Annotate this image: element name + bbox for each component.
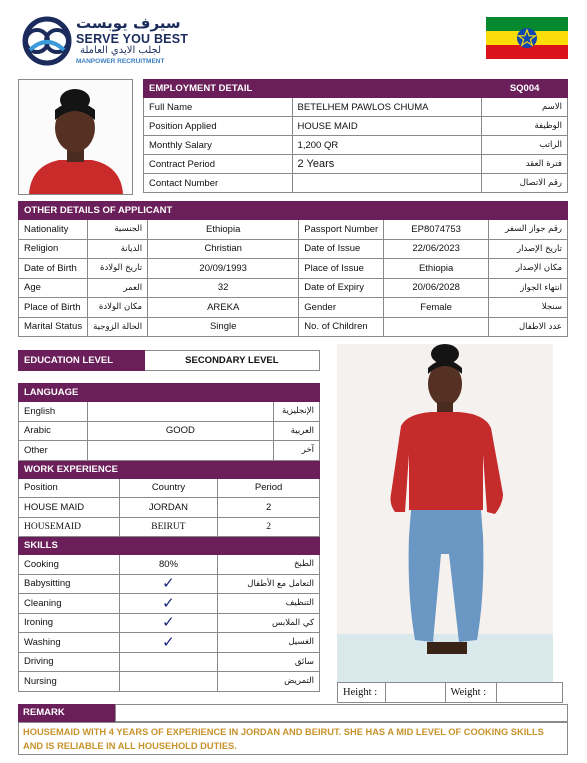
table-row xyxy=(19,421,320,441)
employment-detail-title: EMPLOYMENT DETAIL xyxy=(144,80,482,98)
language-label: English xyxy=(19,402,88,422)
skills-panel-table xyxy=(18,383,320,692)
work-country: BEIRUT xyxy=(119,517,218,537)
passport-number-value: EP8074753 xyxy=(384,220,489,240)
checkmark-icon: ✓ xyxy=(162,593,175,612)
ethiopia-flag-icon xyxy=(486,17,568,59)
employment-detail-table xyxy=(143,79,568,193)
field-label-arabic: فترة العقد xyxy=(482,155,568,174)
language-level xyxy=(87,441,273,461)
table-row xyxy=(144,136,568,155)
table-row xyxy=(19,574,320,594)
skill-level: 80% xyxy=(119,555,218,575)
checkmark-icon: ✓ xyxy=(162,574,175,593)
table-row xyxy=(19,517,320,537)
field-label: Contract Period xyxy=(144,155,293,174)
field-label-arabic: مكان الإصدار xyxy=(489,259,568,279)
table-row xyxy=(19,278,568,298)
field-label: Date of Expiry xyxy=(299,278,384,298)
field-label-arabic: العمر xyxy=(88,278,148,298)
language-label-arabic: العربية xyxy=(273,421,319,441)
applicant-photo-full xyxy=(337,344,553,682)
language-level: GOOD xyxy=(87,421,273,441)
table-row xyxy=(19,441,320,461)
skill-label: Washing xyxy=(19,633,120,653)
children-count-value xyxy=(384,317,489,337)
language-title: LANGUAGE xyxy=(19,384,320,402)
work-period: 2 xyxy=(218,517,320,537)
skill-label-arabic: سائق xyxy=(218,652,320,672)
work-position: HOUSEMAID xyxy=(19,517,120,537)
logo-tagline: MANPOWER RECRUITMENT xyxy=(76,58,165,65)
field-label-arabic: الجنسية xyxy=(88,220,148,240)
field-label: Nationality xyxy=(19,220,88,240)
table-row xyxy=(19,298,568,318)
skill-label: Cooking xyxy=(19,555,120,575)
checkmark-icon: ✓ xyxy=(162,632,175,651)
field-label: Religion xyxy=(19,239,88,259)
column-header: Position xyxy=(19,478,120,498)
measurements-table xyxy=(337,682,563,703)
date-of-issue-value: 22/06/2023 xyxy=(384,239,489,259)
field-label-arabic: رقم الاتصال xyxy=(482,174,568,193)
company-logo xyxy=(20,14,210,68)
field-label-arabic: رقم جواز السفر xyxy=(489,220,568,240)
work-period: 2 xyxy=(218,498,320,518)
work-country: JORDAN xyxy=(119,498,218,518)
field-label-arabic: سنجلا xyxy=(489,298,568,318)
weight-label: Weight : xyxy=(445,683,497,703)
place-of-birth-value: AREKA xyxy=(148,298,299,318)
field-label-arabic: مكان الولادة xyxy=(88,298,148,318)
gender-value: Female xyxy=(384,298,489,318)
field-label: Date of Issue xyxy=(299,239,384,259)
logo-name: SERVE YOU BEST xyxy=(76,32,189,46)
table-row xyxy=(19,220,568,240)
table-row xyxy=(144,98,568,117)
religion-value: Christian xyxy=(148,239,299,259)
skill-label-arabic: التنظيف xyxy=(218,594,320,614)
table-row xyxy=(19,594,320,614)
table-row xyxy=(19,498,320,518)
table-row xyxy=(19,652,320,672)
nationality-value: Ethiopia xyxy=(148,220,299,240)
salary-value: 1,200 QR xyxy=(292,136,482,155)
remark-text: HOUSEMAID WITH 4 YEARS OF EXPERIENCE IN JORDAN AND BEIRUT. SHE HAS A MID LEVEL OF COOKING SKILLS AND IS RELIABLE IN ALL HOUSEHOLD DUTIES. xyxy=(18,722,568,755)
field-label: Contact Number xyxy=(144,174,293,193)
skill-level xyxy=(119,672,218,692)
skill-label-arabic: التمريض xyxy=(218,672,320,692)
table-row xyxy=(19,317,568,337)
table-row xyxy=(144,117,568,136)
field-label-arabic: انتهاء الجواز xyxy=(489,278,568,298)
height-label: Height : xyxy=(338,683,386,703)
field-label-arabic: تاريخ الإصدار xyxy=(489,239,568,259)
field-label-arabic: الراتب xyxy=(482,136,568,155)
language-label: Other xyxy=(19,441,88,461)
table-row xyxy=(144,174,568,193)
other-details-table xyxy=(18,201,568,337)
applicant-code: SQ004 xyxy=(482,80,568,98)
table-row xyxy=(19,239,568,259)
skill-label-arabic: كي الملابس xyxy=(218,613,320,633)
skill-label: Nursing xyxy=(19,672,120,692)
skill-label: Ironing xyxy=(19,613,120,633)
field-label: Place of Issue xyxy=(299,259,384,279)
education-label: EDUCATION LEVEL xyxy=(19,351,145,371)
field-label-arabic: الديانة xyxy=(88,239,148,259)
language-level xyxy=(87,402,273,422)
education-value: SECONDARY LEVEL xyxy=(144,351,319,371)
language-label: Arabic xyxy=(19,421,88,441)
field-label-arabic: عدد الاطفال xyxy=(489,317,568,337)
table-row xyxy=(144,155,568,174)
field-label-arabic: تاريخ الولادة xyxy=(88,259,148,279)
education-table xyxy=(18,350,320,371)
work-position: HOUSE MAID xyxy=(19,498,120,518)
field-label: Full Name xyxy=(144,98,293,117)
skill-label-arabic: الطبخ xyxy=(218,555,320,575)
field-label-arabic: الحالة الزوجية xyxy=(88,317,148,337)
field-label: Monthly Salary xyxy=(144,136,293,155)
table-row xyxy=(19,402,320,422)
language-label-arabic: آخر xyxy=(273,441,319,461)
place-of-issue-value: Ethiopia xyxy=(384,259,489,279)
field-label-arabic: الوظيفة xyxy=(482,117,568,136)
weight-value xyxy=(497,683,563,703)
table-row xyxy=(19,259,568,279)
skill-label: Cleaning xyxy=(19,594,120,614)
field-label: Place of Birth xyxy=(19,298,88,318)
remark-title-bar xyxy=(115,704,568,722)
skill-label-arabic: الغسيل xyxy=(218,633,320,653)
full-name-value: BETELHEM PAWLOS CHUMA xyxy=(292,98,482,117)
age-value: 32 xyxy=(148,278,299,298)
table-row xyxy=(19,555,320,575)
position-value: HOUSE MAID xyxy=(292,117,482,136)
field-label: Date of Birth xyxy=(19,259,88,279)
date-of-expiry-value: 20/06/2028 xyxy=(384,278,489,298)
table-row xyxy=(19,672,320,692)
work-experience-title: WORK EXPERIENCE xyxy=(19,460,320,478)
table-row xyxy=(19,633,320,653)
other-details-title: OTHER DETAILS OF APPLICANT xyxy=(19,202,568,220)
skill-level xyxy=(119,652,218,672)
skills-title: SKILLS xyxy=(19,537,320,555)
field-label: Gender xyxy=(299,298,384,318)
date-of-birth-value: 20/09/1993 xyxy=(148,259,299,279)
field-label: Age xyxy=(19,278,88,298)
applicant-photo-small xyxy=(18,79,133,195)
field-label-arabic: الاسم xyxy=(482,98,568,117)
checkmark-icon: ✓ xyxy=(162,613,175,632)
contract-period-value: 2 Years xyxy=(292,155,482,174)
remark-title: REMARK xyxy=(18,704,115,722)
logo-emblem-icon xyxy=(20,16,74,66)
field-label: Position Applied xyxy=(144,117,293,136)
skill-label: Babysitting xyxy=(19,574,120,594)
skill-label-arabic: التعامل مع الأطفال xyxy=(218,574,320,594)
column-header: Period xyxy=(218,478,320,498)
skill-label: Driving xyxy=(19,652,120,672)
language-label-arabic: الإنجليزية xyxy=(273,402,319,422)
marital-status-value: Single xyxy=(148,317,299,337)
height-value xyxy=(385,683,445,703)
field-label: Marital Status xyxy=(19,317,88,337)
column-header: Country xyxy=(119,478,218,498)
table-row xyxy=(19,613,320,633)
contact-number-value xyxy=(292,174,482,193)
logo-arabic-tagline: لجلب الايدي العاملة xyxy=(80,45,162,56)
field-label: Passport Number xyxy=(299,220,384,240)
logo-arabic-name: سيرف يوبست xyxy=(76,14,181,32)
field-label: No. of Children xyxy=(299,317,384,337)
table-header-row xyxy=(19,478,320,498)
